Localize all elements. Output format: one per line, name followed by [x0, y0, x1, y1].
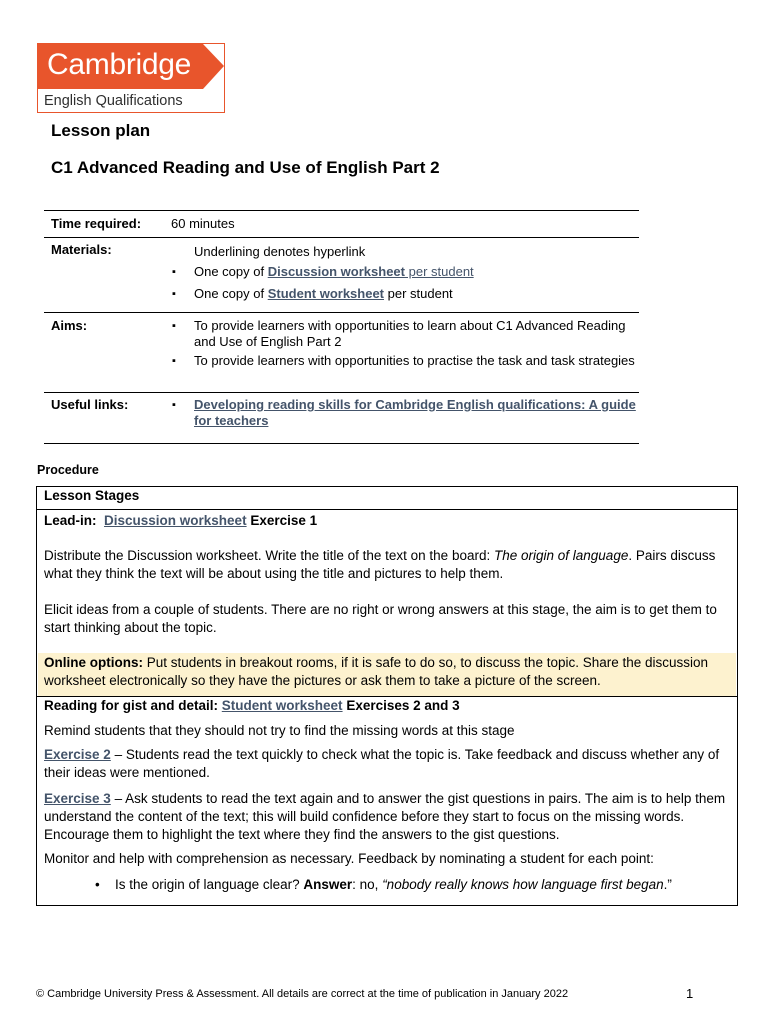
logo-wordmark: Cambridge — [47, 48, 192, 81]
exercise-3-paragraph: Exercise 3 – Ask students to read the text again and to answer the gist questions in pairs. The aim is to help them understand the content of the text; this will build confidence before they start to focus on the missing words. Encourage them to highlight the text where they find the answers to the gist questions. — [44, 791, 726, 842]
materials-label: Materials: — [51, 242, 112, 257]
gist-heading: Reading for gist and detail: Student worksheet Exercises 2 and 3 — [44, 698, 460, 713]
leadin-paragraph-1: Distribute the Discussion worksheet. Write the title of the text on the board: The origin of language. Pairs discuss what they think the text will be about using the title and pictures to help them. — [44, 548, 716, 581]
leadin-discussion-link[interactable]: Discussion worksheet — [104, 513, 247, 528]
discussion-worksheet-link[interactable]: Discussion worksheet — [267, 264, 405, 279]
page-number: 1 — [686, 986, 694, 1001]
materials-note: Underlining denotes hyperlink — [194, 244, 366, 259]
exercise-2-link[interactable]: Exercise 2 — [44, 747, 111, 762]
student-worksheet-link[interactable]: Student worksheet — [267, 286, 385, 301]
time-label: Time required: — [51, 216, 142, 231]
aims-label: Aims: — [51, 318, 88, 333]
links-label: Useful links: — [51, 397, 129, 412]
question-1: • Is the origin of language clear? Answer: no, “nobody really knows how language first began.” — [95, 877, 672, 892]
online-options: Online options: Put students in breakout rooms, if it is safe to do so, to discuss the topic. Share the discussion worksheet electronically so they have the pictures or ask them to take a picture of the screen. — [44, 655, 709, 688]
doc-type: Lesson plan — [51, 121, 151, 140]
page-title: C1 Advanced Reading and Use of English Part 2 — [51, 158, 440, 177]
reading-skills-guide-link[interactable]: Developing reading skills for Cambridge English qualifications: A guide for teachers — [194, 397, 636, 428]
time-value: 60 minutes — [171, 216, 235, 231]
aims-item-2: ▪ To provide learners with opportunities to practise the task and task strategies — [170, 353, 640, 369]
logo-subtitle: English Qualifications — [44, 93, 183, 109]
aims-item-1: ▪ To provide learners with opportunities to learn about C1 Advanced Reading and Use of English Part 2 — [170, 318, 640, 350]
links-row — [44, 393, 639, 444]
leadin-heading: Lead-in: Discussion worksheet Exercise 1 — [44, 513, 318, 528]
stages-divider — [37, 509, 737, 510]
exercise-3-link[interactable]: Exercise 3 — [44, 791, 111, 806]
materials-item-2: ▪ One copy of Student worksheet per student — [170, 286, 640, 302]
aims-row — [44, 313, 639, 393]
bullet-dot: • — [95, 877, 100, 892]
monitor-paragraph: Monitor and help with comprehension as necessary. Feedback by nominating a student for each point: — [44, 851, 654, 866]
leadin-paragraph-2: Elicit ideas from a couple of students. There are no right or wrong answers at this stage, the aim is to get them to start thinking about the topic. — [44, 602, 717, 635]
materials-row — [44, 238, 639, 313]
time-row — [44, 211, 639, 238]
materials-item-1-post: per student — [405, 264, 474, 279]
procedure-table — [36, 486, 738, 906]
gist-paragraph-1: Remind students that they should not try to find the missing words at this stage — [44, 723, 515, 738]
gist-student-worksheet-link[interactable]: Student worksheet — [221, 698, 343, 713]
footer-copyright: © Cambridge University Press & Assessment. All details are correct at the time of publication in January 2022 — [36, 988, 569, 1000]
materials-item-1: ▪ One copy of Discussion worksheet per student — [170, 264, 640, 280]
cambridge-logo — [37, 43, 225, 113]
lesson-stages-label: Lesson Stages — [44, 488, 140, 503]
lesson-info-table — [44, 210, 639, 444]
procedure-heading: Procedure — [37, 463, 99, 477]
links-item-1 — [170, 397, 640, 429]
exercise-2-paragraph: Exercise 2 – Students read the text quickly to check what the topic is. Take feedback and discuss whether any of their ideas were mentioned. — [44, 747, 720, 780]
